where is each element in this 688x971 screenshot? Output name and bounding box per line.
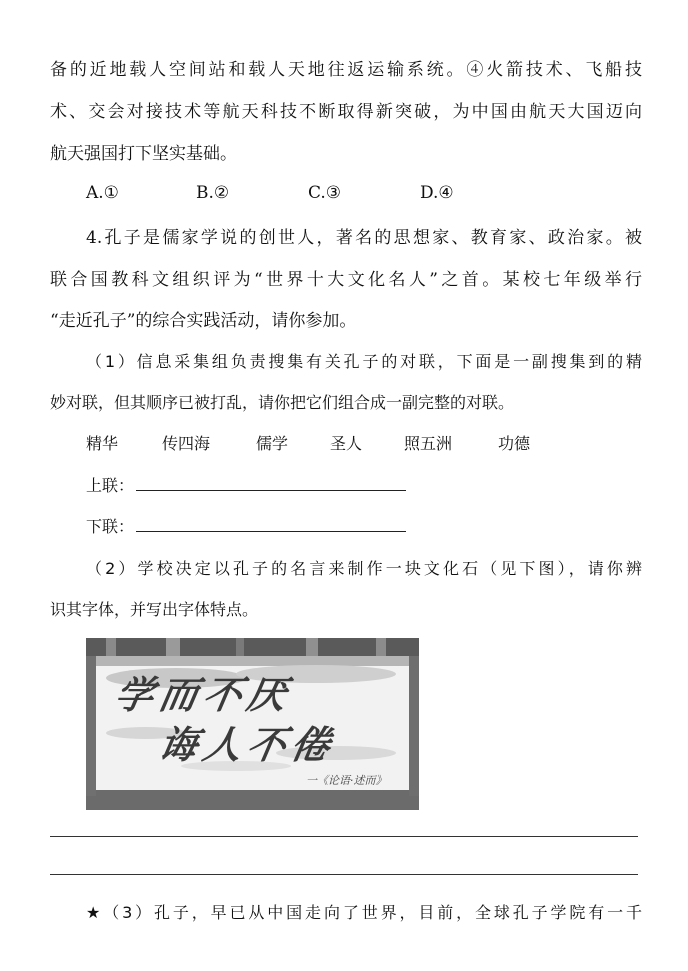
passage-line-2: 术、交会对接技术等航天科技不断取得新突破，为中国由航天大国迈向 — [50, 102, 642, 122]
couplet-word: 精华 — [86, 434, 119, 453]
couplet-word: 功德 — [498, 434, 531, 453]
answer-line-1[interactable] — [50, 836, 638, 837]
lower-couplet-blank[interactable] — [136, 515, 406, 532]
couplet-word: 照五洲 — [404, 434, 453, 453]
couplet-word: 儒学 — [256, 434, 289, 453]
passage-line-1: 备的近地载人空间站和载人天地往返运输系统。④火箭技术、飞船技 — [50, 60, 642, 80]
stone-signature: 一《论语·述而》 — [306, 774, 387, 787]
stone-inscription-line-1: 学而不厌 — [111, 672, 296, 717]
upper-couplet-label: 上联： — [86, 476, 135, 495]
q4-line-2: 联合国教科文组织评为“世界十大文化名人”之首。某校七年级举行 — [50, 270, 642, 290]
culture-stone-image — [86, 638, 419, 810]
sub3-line-1: ★（3）孔子，早已从中国走向了世界，目前，全球孔子学院有一千 — [86, 903, 642, 922]
sub2-line-1: （2）学校决定以孔子的名言来制作一块文化石（见下图），请你辨 — [86, 559, 642, 578]
option-c: C.③ — [308, 183, 342, 203]
option-a: A.① — [86, 183, 119, 203]
upper-couplet-blank[interactable] — [136, 474, 406, 491]
sub1-line-1: （1）信息采集组负责搜集有关孔子的对联，下面是一副搜集到的精 — [86, 352, 642, 371]
option-d: D.④ — [420, 183, 454, 203]
answer-line-2[interactable] — [50, 874, 638, 875]
option-b: B.② — [196, 183, 230, 203]
lower-couplet-label: 下联： — [86, 517, 135, 536]
couplet-word: 传四海 — [162, 434, 211, 453]
passage-line-3: 航天强国打下坚实基础。 — [50, 144, 237, 164]
lower-couplet-row[interactable] — [86, 515, 406, 539]
stone-inscription-line-2: 诲人不倦 — [155, 722, 340, 767]
q4-line-1: 4.孔子是儒家学说的创世人，著名的思想家、教育家、政治家。被 — [86, 228, 642, 248]
sub1-line-2: 妙对联，但其顺序已被打乱，请你把它们组合成一副完整的对联。 — [50, 393, 515, 412]
upper-couplet-row[interactable] — [86, 474, 406, 498]
q4-line-3: “走近孔子”的综合实践活动，请你参加。 — [50, 311, 357, 331]
couplet-word: 圣人 — [330, 434, 363, 453]
sub2-line-2: 识其字体，并写出字体特点。 — [50, 600, 259, 619]
